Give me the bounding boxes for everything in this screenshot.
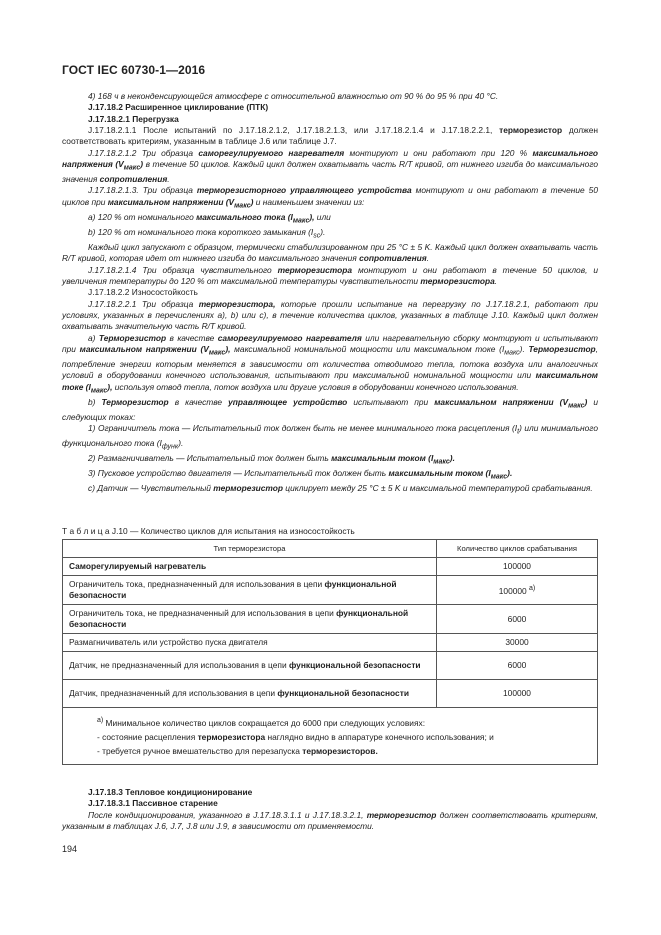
paragraph: J.17.18.2.1.2 Три образца саморегулируемого нагревателя монтируют и они работают при 120 % максимального напряжения $(V_{макс})$ в течение 50 циклов. Каждый цикл должен охватывать часть R/T кривой, от нижнего изгиба до максимального значения сопротивления.: [62, 147, 599, 185]
section-heading: J.17.18.3.1 Пассивное старение: [88, 798, 218, 809]
table-cell: Ограничитель тока, предназначенный для использования в цепи функциональной безопасности: [63, 576, 437, 605]
paragraph: J.17.18.2.1.3. Три образца терморезисторного управляющего устройства монтируют и они работают в течение 50 циклов при максимальном напряжении $(V_{макс})$ и наименьшем значении из:: [62, 185, 599, 210]
section-heading: J.17.18.2.2 Износостойкость: [88, 287, 198, 298]
table-cell: 6000: [437, 605, 598, 634]
paragraph: c) Датчик — Чувствительный терморезистор циклирует между 25 °C ± 5 K и максимальной температурой срабатывания.: [88, 483, 593, 494]
paragraph: J.17.18.2.1.4 Три образца чувствительного терморезистора монтируют и они работают в течение 50 циклов, и увеличения температуры до 120 % от максимальной температуры чувствительности терморезистора.: [62, 264, 599, 286]
paragraph: b) Терморезистор в качестве управляющее устройство испытывают при максимальном напряжении $(V_{макс})$ и следующих токах:: [62, 396, 599, 422]
table-cell: Датчик, предназначенный для использования в цепи функциональной безопасности: [63, 680, 437, 708]
list-item: 1) Ограничитель тока — Испытательный ток должен быть не менее минимального тока расцепления $(I_t)$ или минимального функционального тока $(I_{функ})$.: [62, 422, 598, 451]
table-cell: Датчик, не предназначенный для использования в цепи функциональной безопасности: [63, 652, 437, 680]
paragraph: a) Терморезистор в качестве саморегулируемого нагревателя или нагревательную сборку монтируют и испытывают при максимальном напряжении $(V_{макс})$, максимальной номинальной мощности или максимальном токе $(I_{макс})$. Терморезистор, потребление энергии которым меняется в зависимости от количества отводимого тепла, потока воздуха или аналогичных условий в оборудовании конечного использования, испытывают при максимальной номинальной мощности или максимальном токе $(I_{макс})$, используя отвод тепла, поток воздуха или другие условия в оборудовании конечного использования.: [62, 332, 599, 395]
table-cell: Саморегулируемый нагреватель: [63, 558, 437, 576]
paragraph: Каждый цикл запускают с образцом, термически стабилизированном при 25 °C ± 5 K. Каждый цикл должен охватывать часть R/T кривой, которая идет от нижнего изгиба до максимального значения сопротивления.: [62, 241, 598, 264]
list-item: a) 120 % от номинального максимального тока $(I_{макс})$, или: [88, 211, 331, 225]
table-row: [63, 558, 598, 576]
table-footnote-row: [63, 708, 598, 765]
list-item: 3) Пусковое устройство двигателя — Испытательный ток должен быть максимальным током $(I_{макс})$.: [88, 468, 513, 481]
section-after-table: [62, 787, 598, 832]
document-header: ГОСТ IEC 60730-1—2016: [62, 63, 206, 77]
paragraph: J.17.18.2.2.1 Три образца терморезистора, которые прошли испытание на перегрузку по J.17.18.2.1, работают при условиях, указанных в перечислениях a), b) или c), в течение количества циклов, указанных в таблице J.10. Каждый цикл должен охватывать значительную часть R/T кривой.: [62, 298, 599, 332]
table-cell: 30000: [437, 634, 598, 652]
table-cell: 6000: [437, 652, 598, 680]
cycles-table: [62, 539, 598, 765]
paragraph: J.17.18.2.1.1 После испытаний по J.17.18.2.1.2, J.17.18.2.1.3, или J.17.18.2.1.4 и J.17.18.2.2.1, терморезистор должен соответствовать критериям, указанным в таблице J.6 или таблице J.7.: [62, 125, 599, 147]
table-row: [63, 576, 598, 605]
section-heading: J.17.18.2.1 Перегрузка: [88, 113, 179, 124]
table-row: [63, 605, 598, 634]
paragraph-item-4: 4) 168 ч в неконденсирующейся атмосфере с относительной влажностью от 90 % до 95 % при 40 °C.: [88, 91, 499, 101]
table-footnote: $^{а)}$ Минимальное количество циклов сокращается до 6000 при следующих условиях: - состояние расцепления терморезистора наглядно видно в аппаратуре конечного использования; и - требуется ручное вмешательство для перезапуска терморезисторов.: [63, 708, 598, 765]
table-cell: 100000 $^{а)}$: [437, 576, 598, 605]
list-item: 2) Размагничиватель — Испытательный ток должен быть максимальным током $(I_{макс})$.: [88, 453, 455, 466]
section-heading: J.17.18.2 Расширенное циклирование (ПТК): [88, 102, 269, 113]
paragraph: После кондиционирования, указанного в J.17.18.3.1.1 и J.17.18.3.2.1, терморезистор должен соответствовать критериям, указанным в таблицах J.6, J.7, J.8 или J.9, в зависимости от применяемости.: [62, 809, 599, 832]
table-caption: Т а б л и ц а J.10 — Количество циклов для испытания на износостойкость: [62, 526, 355, 536]
table-row: [63, 634, 598, 652]
page-number: 194: [62, 844, 78, 854]
table-cell: Ограничитель тока, не предназначенный для использования в цепи функциональной безопасности: [63, 605, 437, 634]
table-cell: Размагничиватель или устройство пуска двигателя: [63, 634, 437, 652]
section-heading: J.17.18.3 Тепловое кондиционирование: [88, 787, 253, 797]
document-body: [62, 91, 598, 494]
column-header: Количество циклов срабатывания: [437, 540, 598, 558]
table-cell: 100000: [437, 558, 598, 576]
table-row: [63, 652, 598, 680]
list-item: b) 120 % от номинального тока короткого замыкания $(I_{sc})$.: [88, 226, 326, 240]
column-header: Тип терморезистора: [63, 540, 437, 558]
table-cell: 100000: [437, 680, 598, 708]
table-header-row: [63, 540, 598, 558]
table-row: [63, 680, 598, 708]
